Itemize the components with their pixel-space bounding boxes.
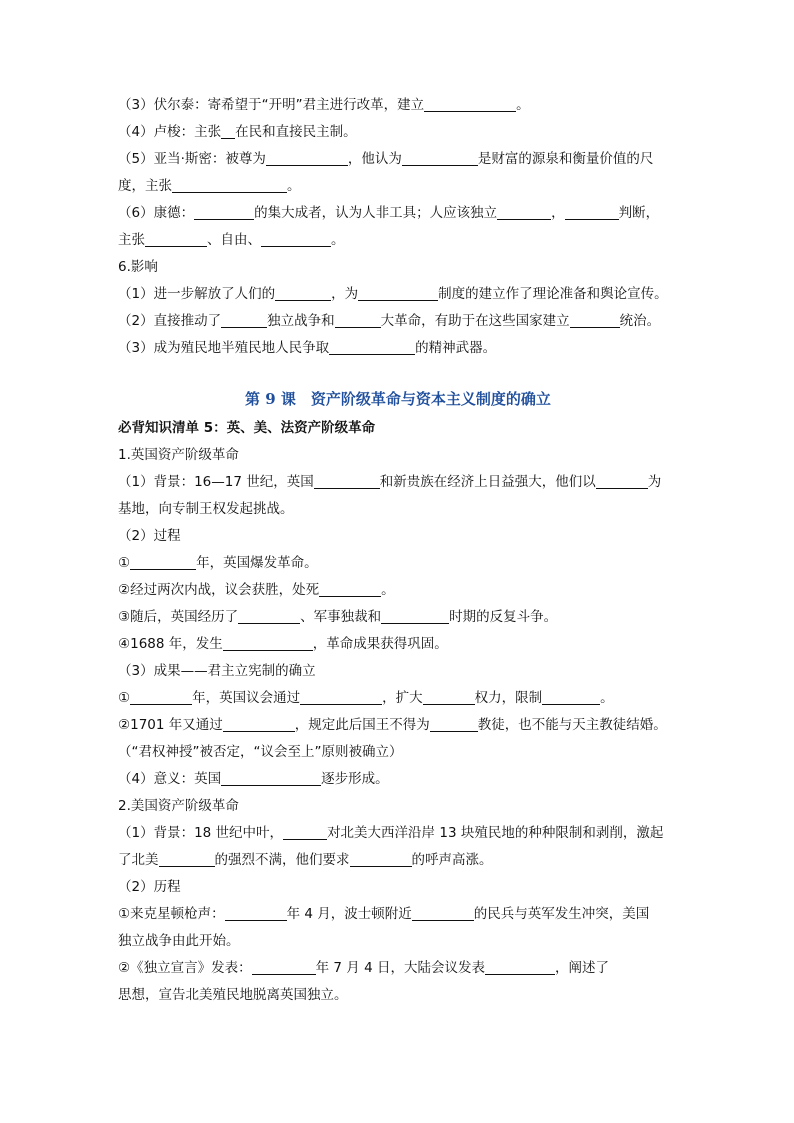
text: 。 — [287, 178, 301, 194]
britain-heading: 1.英国资产阶级革命 — [118, 447, 239, 463]
text: 制度的建立作了理论准备和舆论宣传。 — [438, 286, 668, 302]
text: 。 — [600, 690, 614, 706]
text: 时期的反复斗争。 — [449, 609, 558, 625]
text: 判断， — [618, 205, 660, 221]
text: （3）伏尔泰：寄希望于“开明”君主进行改革，建立 — [118, 97, 425, 113]
america-bg-line-1 — [118, 820, 678, 847]
text: ①来克星顿枪声： — [118, 906, 225, 922]
text: 年，英国议会通过 — [192, 690, 301, 706]
blank — [350, 852, 412, 867]
text: 、自由、 — [207, 232, 261, 248]
influence-item-3 — [118, 335, 678, 362]
blank — [335, 313, 381, 328]
text: ②《独立宣言》发表： — [118, 960, 252, 976]
text: ，阐述了 — [554, 960, 609, 976]
text: ②1701 年又通过 — [118, 717, 223, 733]
blank — [300, 690, 382, 705]
text: 为 — [647, 474, 662, 490]
text: 的强烈不满，他们要求 — [214, 852, 350, 868]
text: 年 4 月，波士顿附近 — [286, 906, 412, 922]
text: 是财富的源泉和衡量价值的尺 — [477, 151, 654, 167]
blank — [223, 717, 295, 732]
text: 年 7 月 4 日，大陆会议发表 — [315, 960, 485, 976]
blank — [565, 205, 619, 220]
text: 。 — [381, 582, 395, 598]
text: 度，主张 — [118, 178, 172, 194]
britain-process-4 — [118, 631, 678, 658]
blank — [159, 852, 215, 867]
text: 年，英国爆发革命。 — [196, 555, 318, 571]
blank — [358, 286, 438, 301]
text: 的民兵与英军发生冲突，美国 — [473, 906, 650, 922]
influence-heading: 6.影响 — [118, 259, 158, 275]
smith-line-1 — [118, 146, 678, 173]
text: 的精神武器。 — [415, 340, 497, 356]
britain-process-2 — [118, 577, 678, 604]
text: ④1688 年，发生 — [118, 636, 223, 652]
blank — [314, 474, 380, 489]
text: （2）直接推动了 — [118, 313, 222, 329]
britain-result-1 — [118, 685, 678, 712]
text: 逐步形成。 — [321, 771, 389, 787]
blank — [423, 690, 475, 705]
blank — [145, 232, 207, 247]
britain-bg-line-2: 基地，向专制王权发起挑战。 — [118, 501, 294, 517]
text: （4）意义：英国 — [118, 771, 222, 787]
britain-process-heading: （2）过程 — [118, 528, 181, 544]
britain-result-heading: （3）成果——君主立宪制的确立 — [118, 663, 316, 679]
america-history-1-line-2: 独立战争由此开始。 — [118, 933, 240, 949]
text: 的呼声高涨。 — [411, 852, 493, 868]
influence-item-1 — [118, 281, 678, 308]
blank — [542, 690, 600, 705]
america-history-2-line-1 — [118, 955, 678, 982]
blank — [238, 609, 300, 624]
text: ， — [551, 205, 565, 221]
kant-line-2 — [118, 227, 678, 254]
blank — [319, 582, 381, 597]
blank — [223, 636, 313, 651]
text: （1）背景：18 世纪中叶， — [118, 825, 284, 841]
blank — [402, 151, 478, 166]
text: 和新贵族在经济上日益强大，他们以 — [379, 474, 596, 490]
blank — [221, 124, 235, 139]
blank — [497, 205, 551, 220]
britain-result-3: （“君权神授”被否定，“议会至上”原则被确立） — [118, 744, 403, 760]
blank — [485, 960, 555, 975]
america-history-1-line-1 — [118, 901, 678, 928]
blank — [412, 906, 474, 921]
text: 大革命，有助于在这些国家建立 — [380, 313, 570, 329]
checklist-title: 必背知识清单 5：英、美、法资产阶级革命 — [118, 420, 376, 436]
blank — [225, 906, 287, 921]
blank — [283, 825, 327, 840]
blank — [266, 151, 348, 166]
document-page — [118, 92, 678, 1009]
text: （1）进一步解放了人们的 — [118, 286, 276, 302]
text: ，革命成果获得巩固。 — [312, 636, 448, 652]
text: 对北美大西洋沿岸 13 块殖民地的种种限制和剥削，激起 — [327, 825, 664, 841]
text: 教徒，也不能与天主教徒结婚。 — [477, 717, 667, 733]
blank — [329, 340, 415, 355]
blank — [596, 474, 648, 489]
blank — [194, 205, 254, 220]
text: 权力，限制 — [474, 690, 543, 706]
text: 独立战争和 — [267, 313, 335, 329]
blank — [221, 771, 321, 786]
text: （4）卢梭：主张 — [118, 124, 222, 140]
text: ③随后，英国经历了 — [118, 609, 239, 625]
blank — [381, 609, 449, 624]
britain-process-1 — [118, 550, 678, 577]
text: 。 — [331, 232, 345, 248]
blank — [570, 313, 620, 328]
blank — [172, 178, 287, 193]
text: ① — [118, 555, 131, 571]
britain-result-2 — [118, 712, 678, 739]
text: （1）背景：16—17 世纪，英国 — [118, 474, 314, 490]
text: 在民和直接民主制。 — [235, 124, 357, 140]
britain-process-3 — [118, 604, 678, 631]
kant-line-1 — [118, 200, 678, 227]
blank — [275, 286, 331, 301]
britain-meaning — [118, 766, 678, 793]
text: 统治。 — [619, 313, 661, 329]
text: ，规定此后国王不得为 — [294, 717, 430, 733]
blank — [130, 555, 196, 570]
text: 主张 — [118, 232, 145, 248]
blank — [261, 232, 331, 247]
text: ，为 — [331, 286, 359, 302]
america-bg-line-2 — [118, 847, 678, 874]
text: 、军事独裁和 — [300, 609, 382, 625]
smith-line-2 — [118, 173, 678, 200]
blank — [221, 313, 267, 328]
text: （5）亚当·斯密：被尊为 — [118, 151, 266, 167]
text: （3）成为殖民地半殖民地人民争取 — [118, 340, 330, 356]
blank — [430, 717, 478, 732]
text: 。 — [516, 97, 530, 113]
text: ，他认为 — [347, 151, 402, 167]
lesson-title: 第 9 课 资产阶级革命与资本主义制度的确立 — [245, 390, 551, 408]
america-history-heading: （2）历程 — [118, 879, 181, 895]
text: （6）康德： — [118, 205, 195, 221]
america-heading: 2.美国资产阶级革命 — [118, 798, 239, 814]
america-history-2-line-2: 思想，宣告北美殖民地脱离英国独立。 — [118, 987, 348, 1003]
voltaire-line — [118, 92, 678, 119]
blank — [424, 97, 516, 112]
text: 的集大成者，认为人非工具；人应该独立 — [254, 205, 498, 221]
text: ① — [118, 690, 131, 706]
rousseau-line — [118, 119, 678, 146]
text: ②经过两次内战，议会获胜，处死 — [118, 582, 320, 598]
blank — [130, 690, 192, 705]
britain-bg-line-1 — [118, 469, 678, 496]
text: ，扩大 — [382, 690, 423, 706]
text: 了北美 — [118, 852, 159, 868]
influence-item-2 — [118, 308, 678, 335]
blank — [252, 960, 316, 975]
